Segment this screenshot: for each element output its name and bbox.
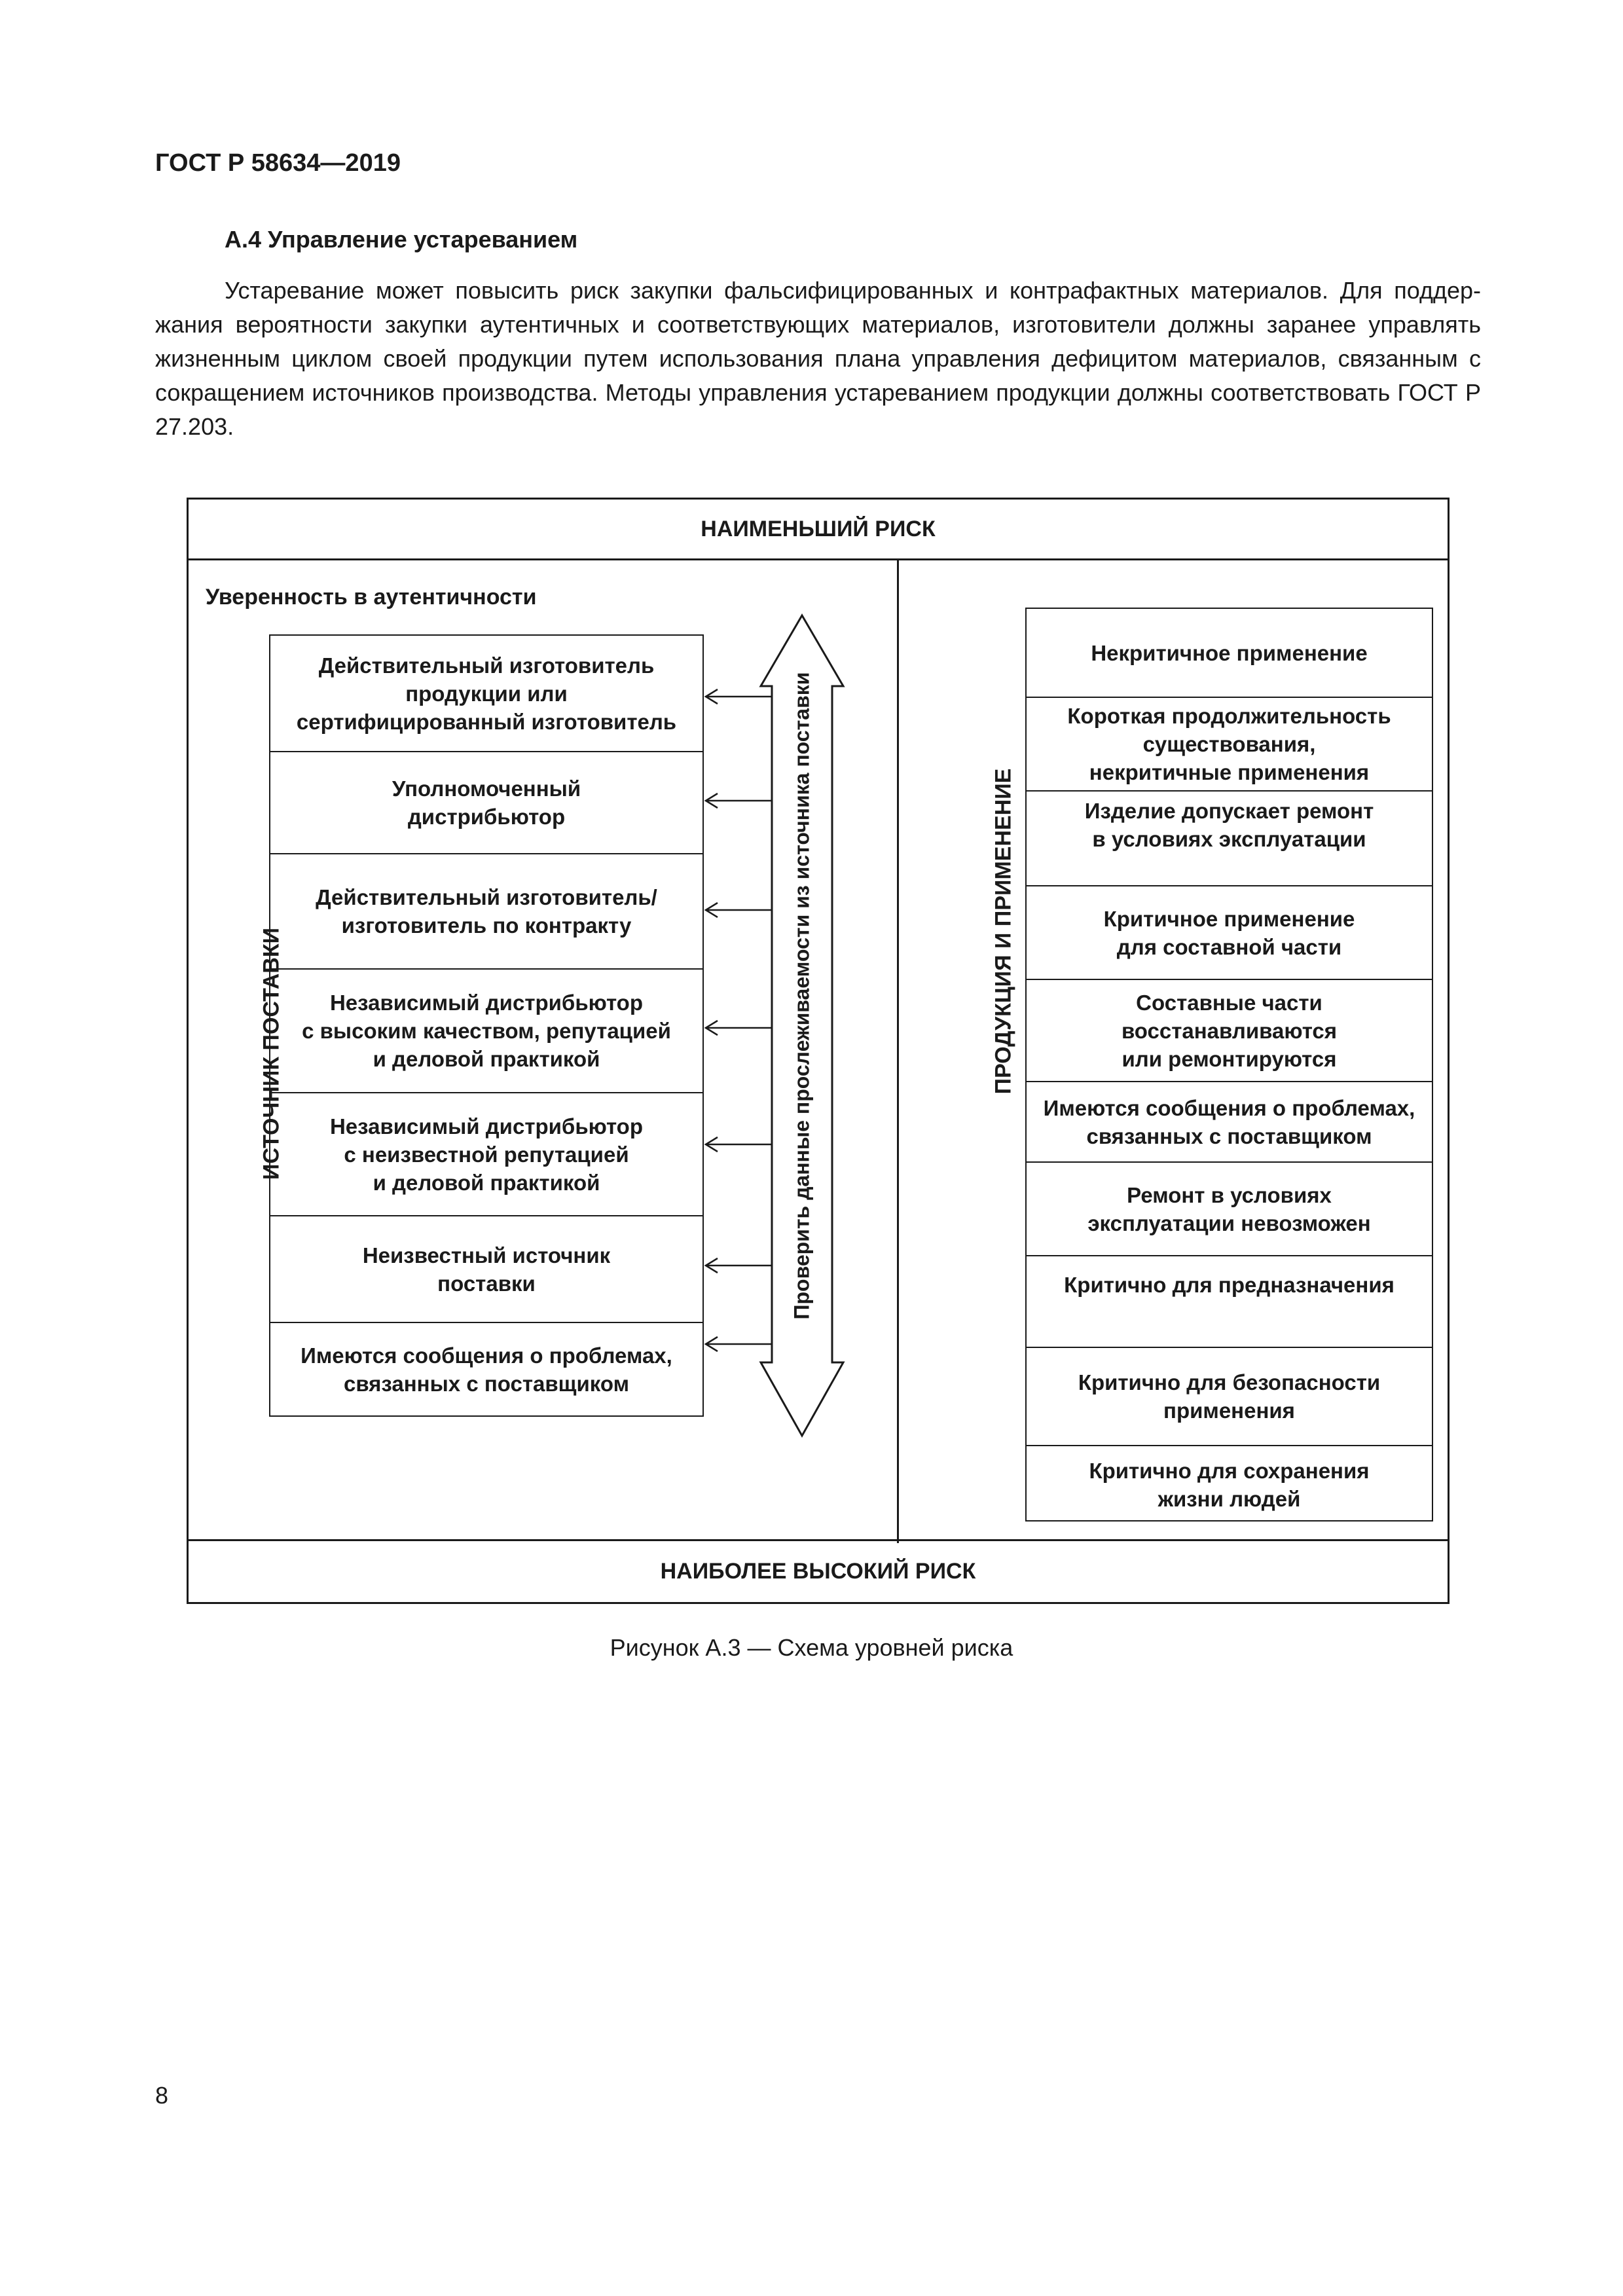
list-item: Некритичное применение <box>1091 640 1368 665</box>
list-item: Уполномоченный дистрибьютор <box>270 751 702 853</box>
risk-levels-figure <box>187 498 1450 1604</box>
list-item: Короткая продолжительность существования, некритичные применения <box>1027 697 1432 790</box>
body-paragraph: Устаревание может повысить риск закупки фальсифицированных и контрафактных материалов. Для поддер-жания вероятности закупки аутентичных и соответствующих материалов, изготовители должны заранее управлять жизненным циклом своей продукции путем использования плана управления дефицитом материалов, связанным с сокращением источников производства. Методы управления устареванием продукции должны соответствовать ГОСТ Р 27.203. <box>155 277 1481 440</box>
list-item: Критичное применение для составной части <box>1027 885 1432 979</box>
list-item: Действительный изготовитель продукции или сертифицированный изготовитель <box>296 653 677 734</box>
lowest-risk-band: НАИМЕНЬШИЙ РИСК <box>189 500 1448 560</box>
arrow-left-icon <box>706 689 772 704</box>
pointer-arrows <box>706 689 772 1351</box>
product-application-axis-label: ПРОДУКЦИЯ И ПРИМЕНЕНИЕ <box>991 768 1016 1095</box>
traceability-arrow-label: Проверить данные прослеживаемости из источника поставки <box>790 672 814 1320</box>
document-header: ГОСТ Р 58634—2019 <box>155 149 401 177</box>
list-item: Неизвестный источник поставки <box>270 1215 702 1322</box>
confidence-label: Уверенность в аутентичности <box>206 585 537 610</box>
arrow-left-icon <box>706 1021 772 1035</box>
supply-source-axis-label: ИСТОЧНИК ПОСТАВКИ <box>259 927 284 1180</box>
arrow-left-icon <box>706 1258 772 1273</box>
arrow-left-icon <box>706 903 772 917</box>
list-item: Независимый дистрибьютор с высоким качеством, репутацией и деловой практикой <box>270 968 702 1092</box>
list-item: Имеются сообщения о проблемах, связанных с поставщиком <box>1027 1081 1432 1161</box>
list-item: Изделие допускает ремонт в условиях эксплуатации <box>1027 790 1432 885</box>
page-number: 8 <box>155 2082 169 2109</box>
figure-caption: Рисунок А.3 — Схема уровней риска <box>610 1634 1013 1661</box>
list-item: Составные части восстанавливаются или ремонтируются <box>1027 979 1432 1081</box>
traceability-arrow-graphic <box>189 500 1451 1606</box>
list-item: Критично для безопасности применения <box>1027 1347 1432 1445</box>
section-title: А.4 Управление устареванием <box>225 226 578 253</box>
list-item: Независимый дистрибьютор с неизвестной репутацией и деловой практикой <box>270 1092 702 1215</box>
list-item: Ремонт в условиях эксплуатации невозможен <box>1027 1161 1432 1255</box>
highest-risk-band: НАИБОЛЕЕ ВЫСОКИЙ РИСК <box>189 1539 1448 1602</box>
arrow-left-icon <box>706 793 772 808</box>
list-item: Критично для сохранения жизни людей <box>1027 1445 1432 1523</box>
list-item: Действительный изготовитель/ изготовитель по контракту <box>270 853 702 968</box>
list-item: Критично для предназначения <box>1027 1255 1432 1347</box>
list-item: Имеются сообщения о проблемах, связанных с поставщиком <box>270 1322 702 1415</box>
arrow-left-icon <box>706 1337 772 1351</box>
arrow-left-icon <box>706 1137 772 1152</box>
